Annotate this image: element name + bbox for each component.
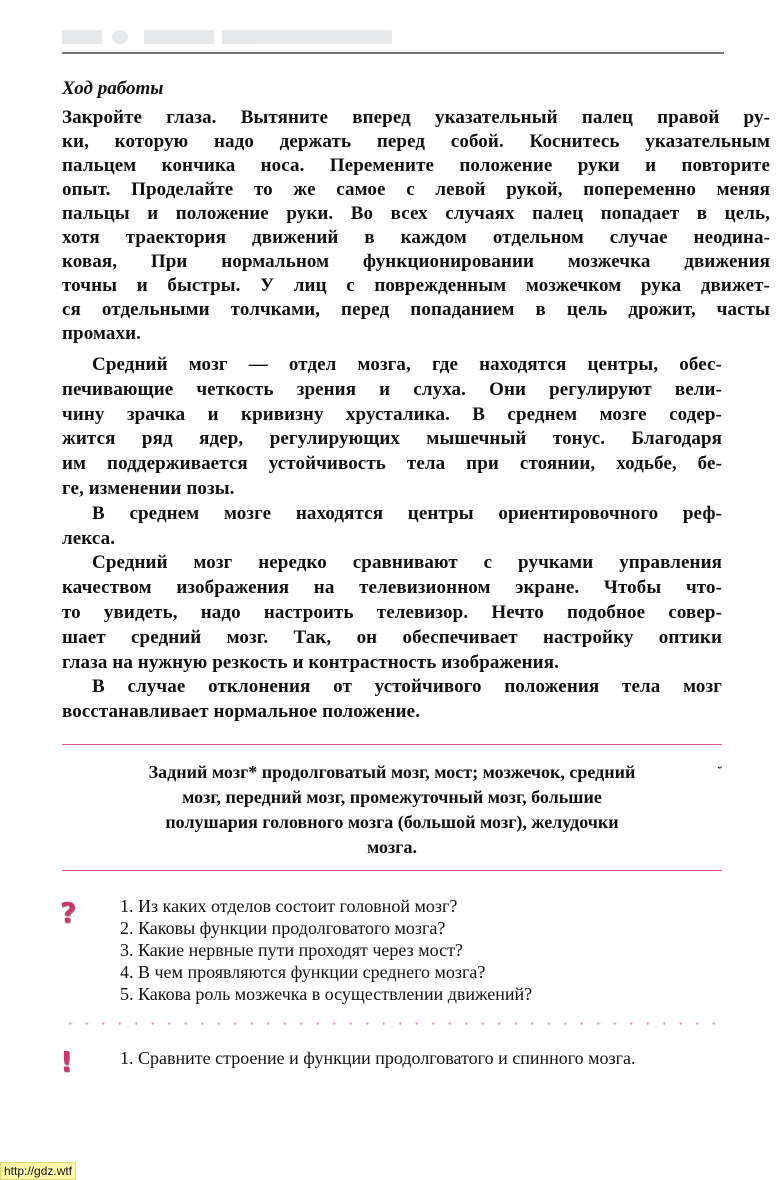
- text-line: жится ряд ядер, регулирующих мышечный тонус. Благодаря: [62, 428, 722, 450]
- text-line: им поддерживается устойчивость тела при стоянии, ходьбе, бе-: [62, 453, 722, 475]
- procedure-paragraph: [62, 106, 770, 346]
- question-item: 4. В чем проявляются функции среднего мозга?: [120, 962, 486, 982]
- key-terms-top-rule: [62, 744, 722, 745]
- text-line: Средний мозг нередко сравнивают с ручками управления: [92, 552, 722, 574]
- accent-mark: ˘: [717, 765, 722, 780]
- text-line: опыт. Проделайте то же самое с левой рукой, попеременно меняя: [62, 179, 770, 200]
- running-header-faded: [62, 28, 392, 46]
- question-item: 1. Из каких отделов состоит головной мозг?: [120, 896, 458, 916]
- question-item: 5. Какова роль мозжечка в осуществлении движений?: [120, 984, 533, 1004]
- questions-list: [120, 895, 532, 1005]
- text-line: печивающие четкость зрения и слуха. Они регулируют вели-: [62, 378, 722, 400]
- text-line: Средний мозг — отдел мозга, где находятся центры, обес-: [92, 354, 722, 375]
- key-terms-line: Задний мозг* продолговатый мозг, мост; мозжечок, средний: [148, 762, 636, 782]
- text-line: хотя траектория движений в каждом отдельном случае неодина-: [62, 227, 770, 248]
- question-item: 2. Каковы функции продолговатого мозга?: [120, 918, 446, 938]
- exclamation-icon: !: [60, 1045, 73, 1078]
- text-line: ся отдельными толчками, перед попаданием в цель дрожит, часты: [62, 299, 770, 320]
- text-line: В случае отклонения от устойчивого положения тела мозг: [92, 676, 722, 698]
- watermark-link[interactable]: http://gdz.wtf: [0, 1162, 76, 1180]
- text-line: Закройте глаза. Вытяните вперед указательный палец правой ру-: [62, 107, 770, 128]
- text-line: шает средний мозг. Так, он обеспечивает настройку оптики: [62, 626, 722, 648]
- text-line: лекса.: [62, 527, 116, 549]
- text-line: промахи.: [62, 323, 141, 344]
- text-line: точны и быстры. У лиц с поврежденным мозжечком рука движет-: [62, 275, 770, 296]
- text-line: ковая, При нормальном функционировании мозжечка движения: [62, 251, 770, 272]
- text-line: ки, которую надо держать перед собой. Коснитесь указательным: [62, 131, 770, 152]
- text-line: пальцы и положение руки. Во всех случаях палец попадает в цель,: [62, 203, 770, 224]
- text-line: чину зрачка и кривизну хрусталика. В среднем мозге содер-: [62, 403, 722, 425]
- key-terms-bottom-rule: [62, 870, 722, 871]
- header-rule: [62, 52, 724, 54]
- tasks-list: [120, 1046, 730, 1070]
- question-icon: ?: [60, 896, 77, 929]
- text-line: пальцем кончика носа. Перемените положение руки и повторите: [62, 155, 770, 176]
- key-terms-line: полушария головного мозга (большой мозг), желудочки: [165, 812, 619, 832]
- section-title: Ход работы: [62, 78, 164, 99]
- text-line: В среднем мозге находятся центры ориентировочного реф-: [92, 502, 722, 524]
- text-line: глаза на нужную резкость и контрастность изображения.: [62, 651, 559, 673]
- key-terms-box: [62, 760, 722, 860]
- key-terms-line: мозг, передний мозг, промежуточный мозг, большие: [182, 787, 602, 807]
- text-line: то увидеть, надо настроить телевизор. Нечто подобное совер-: [62, 601, 722, 623]
- dotted-divider: [62, 1022, 724, 1025]
- key-terms-line: мозга.: [367, 837, 417, 857]
- text-line: ге, изменении позы.: [62, 477, 235, 499]
- task-item: 1. Сравните строение и функции продолговатого и спинного мозга.: [120, 1048, 636, 1068]
- midbrain-text: [62, 353, 722, 725]
- text-line: качеством изображения на телевизионном экране. Чтобы что-: [62, 577, 722, 599]
- text-line: восстанавливает нормальное положение.: [62, 701, 421, 723]
- question-item: 3. Какие нервные пути проходят через мост?: [120, 940, 463, 960]
